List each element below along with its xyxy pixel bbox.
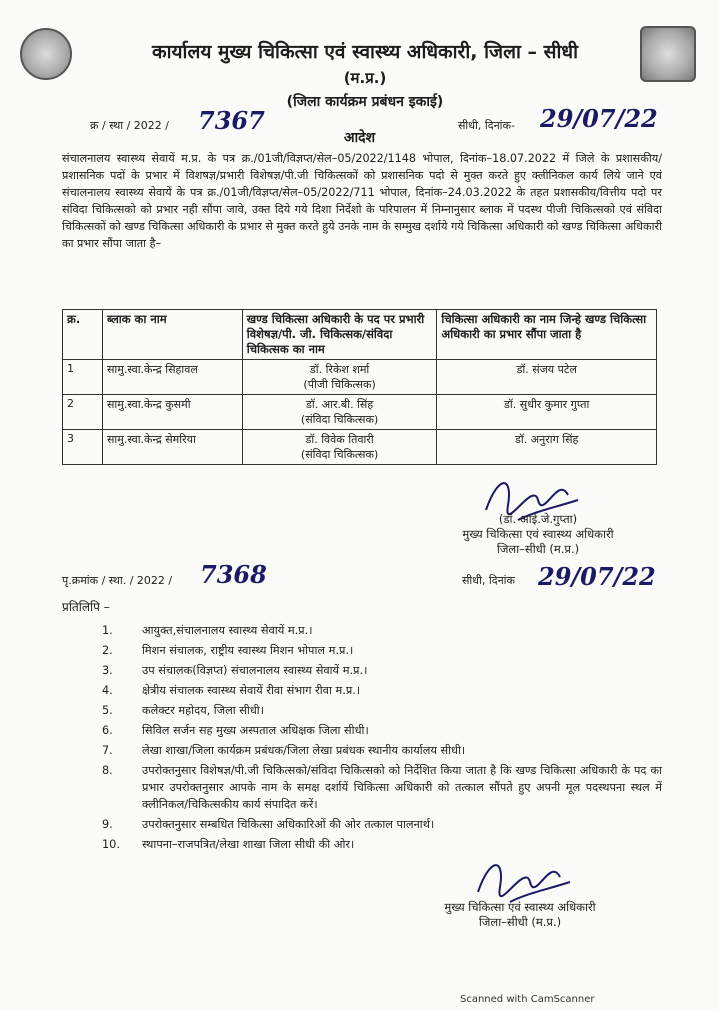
row-incharge: डॉ. आर.बी. सिंह [305, 398, 374, 411]
row-incharge-type: (संविदा चिकित्सक) [300, 448, 379, 461]
cc-item-text: उपरोक्तनुसार विशेषज्ञ/पी.जी चिकित्सको/संविदा चिकित्सको को निर्देशित किया जाता है कि खण्ड चिकित्सा अधिकारी के पद का प्रभार उपरोक्तनुसार आपके नाम के समक्ष दर्शायें चिकित्सा अधिकारी को तत्काल सौंपते हुए अपनी मूल पदस्थपना स्थल में क्लीनिकल/चिकित्सकीय कार्य संपादित करें। [142, 764, 662, 811]
office-title: कार्यालय मुख्य चिकित्सा एवं स्वास्थ्य अधिकारी, जिला – सीधी [151, 41, 579, 63]
cc-item-number: 10. [102, 838, 120, 851]
cc-item-text: सिविल सर्जन सह मुख्य अस्पताल अधिक्षक जिला सीधी। [142, 724, 369, 737]
endorsement-date: 29/07/22 [538, 562, 656, 591]
list-item [62, 682, 662, 699]
row-incharge-type: (पीजी चिकित्सक) [303, 378, 376, 391]
row-block: सामु.स्वा.केन्द्र सेमरिया [102, 430, 242, 465]
list-item [62, 816, 662, 833]
signature2-designation: मुख्य चिकित्सा एवं स्वास्थ्य अधिकारी [444, 900, 596, 914]
signature1-designation: मुख्य चिकित्सा एवं स्वास्थ्य अधिकारी [462, 527, 614, 541]
row-serial: 1 [63, 360, 103, 395]
list-item [62, 662, 662, 679]
cc-item-number: 1. [102, 624, 113, 637]
cc-item-text: कलेक्टर महोदय, जिला सीधी। [142, 704, 265, 717]
cc-item-number: 5. [102, 704, 113, 717]
list-item [62, 742, 662, 759]
row-officer: डॉ. सुधीर कुमार गुप्ता [437, 395, 657, 430]
row-officer: डॉ. अनुराग सिंह [437, 430, 657, 465]
list-item [62, 722, 662, 739]
signature1-district: जिला–सीधी (म.प्र.) [496, 542, 580, 556]
scanner-watermark: Scanned with CamScanner [460, 994, 595, 1005]
row-incharge-cell [242, 360, 437, 395]
reference-date: 29/07/22 [540, 104, 658, 133]
header-officer: चिकित्सा अधिकारी का नाम जिन्हे खण्ड चिकित्सा अधिकारी का प्रभार सौंपा जाता है [437, 310, 657, 360]
signature2-block [400, 900, 640, 930]
table-row [63, 395, 657, 430]
table-row [63, 430, 657, 465]
endorsement-number: 7368 [200, 560, 267, 589]
cc-item-number: 2. [102, 644, 113, 657]
row-incharge: डॉ. विवेक तिवारी [305, 433, 374, 446]
header-serial: क्र. [63, 310, 103, 360]
endorsement-place-date-label: सीधी, दिनांक [462, 574, 515, 587]
reference-prefix: क्र / स्था / 2022 / [90, 119, 169, 132]
cc-item-number: 7. [102, 744, 113, 757]
order-body-text: संचालनालय स्वास्थ्य सेवायें म.प्र. के पत्र क्र./01जी/विज्ञप्त/सेल–05/2022/1148 भोपाल, दिनांक–18.07.2022 में जिले के प्रशासकीय/प्रशासनिक पदों के प्रभार में विशषज्ञ/प्रभारी विशेषज्ञ/पी.जी चिकित्सकों को प्रशासनिक पदो से मुक्त करते हुए क्लीनिकल कार्य लिये जाने एवं संचालनालय स्वास्थ्य सेवायें के पत्र क्र./01जी/विज्ञप्त/सेल–05/2022/711 भोपाल, दिनांक–24.03.2022 के तहत प्रशासकीय/वित्तीय पदो पर संविदा चिकित्सको को प्रभार नही सौंपा जावे, उक्त दिये गये दिशा निर्देशो के परिपालन में निम्नानुसार ब्लाक में पदस्थ पीजी चिकित्सको एवं संविदा चिकित्सकों को खण्ड चिकित्सा अधिकारी के प्रभार से मुक्त करते हुये उनके नाम के सम्मुख दर्शाये गये चिकित्सा अधिकारी को खण्ड चिकित्सा अधिकारी का प्रभार सौंपा जाता है– [62, 152, 662, 250]
row-block: सामु.स्वा.केन्द्र कुसमी [102, 395, 242, 430]
cc-label: प्रतिलिपि – [62, 600, 110, 614]
cc-item-number: 9. [102, 818, 113, 831]
cc-item-text: मिशन संचालक, राष्ट्रीय स्वास्थ्य मिशन भोपाल म.प्र.। [142, 644, 354, 657]
government-emblem-right [640, 26, 696, 82]
row-incharge: डॉ. रिकेश शर्मा [309, 363, 370, 376]
signature1-block [418, 512, 658, 557]
list-item [62, 762, 662, 813]
header-block-name: ब्लाक का नाम [102, 310, 242, 360]
office-unit: (जिला कार्यक्रम प्रबंधन इकाई) [286, 94, 444, 110]
row-block: सामु.स्वा.केन्द्र सिहावल [102, 360, 242, 395]
endorsement-prefix: पृ.क्रमांक / स्था. / 2022 / [62, 574, 173, 587]
reference-place-date-label: सीधी, दिनांक- [458, 119, 515, 132]
header-incharge: खण्ड चिकित्सा अधिकारी के पद पर प्रभारी विशेषज्ञ/पी. जी. चिकित्सक/संविदा चिकित्सक का नाम [242, 310, 437, 360]
row-officer: डॉ. संजय पटेल [437, 360, 657, 395]
list-item [62, 836, 662, 853]
signature1-name: (डॉ. आई.जे.गुप्ता) [498, 512, 578, 526]
row-incharge-type: (संविदा चिकित्सक) [300, 413, 379, 426]
list-item [62, 702, 662, 719]
cc-item-number: 8. [102, 764, 113, 777]
cc-item-text: उपरोक्तनुसार सम्बधित चिकित्सा अधिकारिओं की ओर तत्काल पालनार्थ। [142, 818, 435, 831]
cc-item-number: 3. [102, 664, 113, 677]
row-incharge-cell [242, 395, 437, 430]
list-item [62, 642, 662, 659]
table-row [63, 360, 657, 395]
office-state: (म.प्र.) [343, 69, 387, 87]
row-incharge-cell [242, 430, 437, 465]
cc-list [62, 622, 662, 856]
row-serial: 2 [63, 395, 103, 430]
order-title: आदेश [343, 130, 376, 146]
reference-number: 7367 [198, 106, 265, 135]
table-header-row [63, 310, 657, 360]
signature2-district: जिला–सीधी (म.प्र.) [478, 915, 562, 929]
row-serial: 3 [63, 430, 103, 465]
cc-item-text: आयुक्त,संचालनालय स्वास्थ्य सेवायें म.प्र.। [142, 624, 313, 637]
cc-item-text: क्षेत्रीय संचालक स्वास्थ्य सेवायें रीवा संभाग रीवा म.प्र.। [142, 684, 361, 697]
cc-item-text: उप संचालक(विज्ञप्त) संचालनालय स्वास्थ्य सेवायें म.प्र.। [142, 664, 368, 677]
cc-item-number: 6. [102, 724, 113, 737]
cc-item-number: 4. [102, 684, 113, 697]
block-charge-table [62, 309, 657, 465]
list-item [62, 622, 662, 639]
cc-item-text: स्थापना–राजपत्रित/लेखा शाखा जिला सीधी की ओर। [142, 838, 355, 851]
cc-item-text: लेखा शाखा/जिला कार्यक्रम प्रबंधक/जिला लेखा प्रबंधक स्थानीय कार्यालय सीधी। [142, 744, 466, 757]
government-emblem-left [20, 28, 72, 80]
